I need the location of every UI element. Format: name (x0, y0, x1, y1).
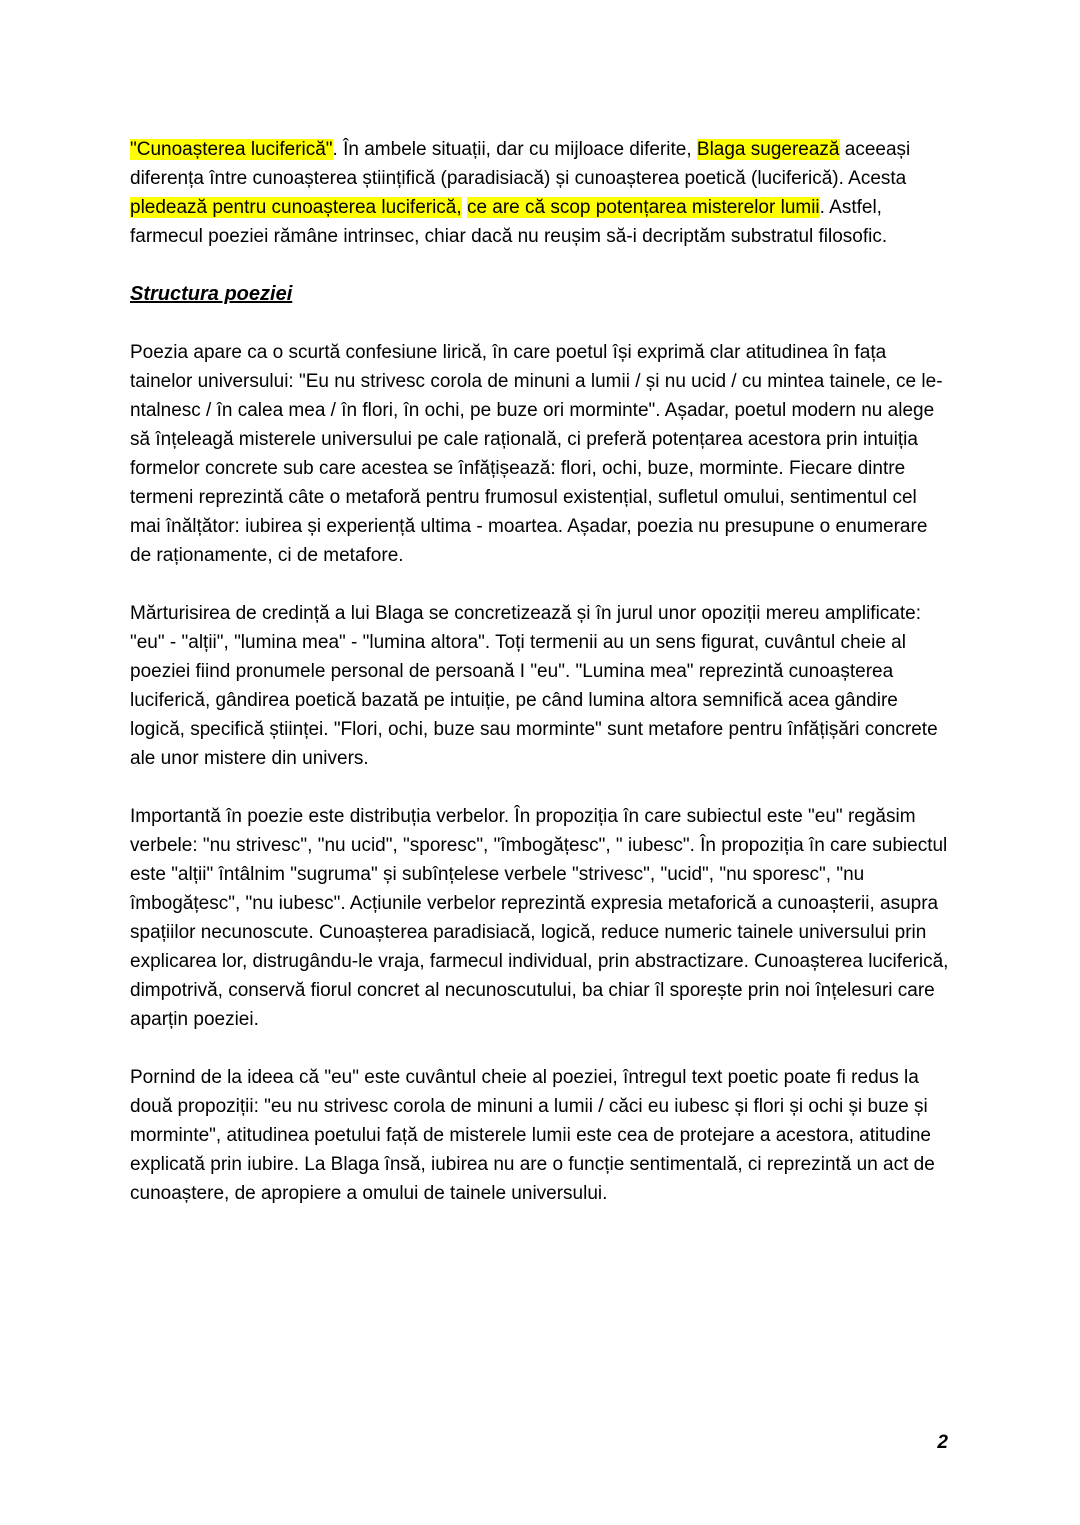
intro-paragraph (130, 135, 950, 251)
highlighted-text: pledează pentru cunoașterea luciferică, (130, 197, 462, 218)
section-heading: Structura poeziei (130, 283, 293, 305)
paragraph: Poezia apare ca o scurtă confesiune lirică, în care poetul își exprimă clar atitudinea în fața tainelor universului: "Eu nu strivesc corola de minuni a lumii / și nu ucid / cu mintea tainele, ce le-ntalnesc / în calea mea / în flori, în ochi, pe buze ori morminte". Așadar, poetul modern nu alege să înțeleagă misterele universului pe cale rațională, ci preferă potențarea acestora prin intuiția formelor concrete sub care acestea se înfățișează: flori, ochi, buze, morminte. Fiecare dintre termeni reprezintă câte o metaforă pentru frumosul existențial, sufletul omului, sentimentul cel mai înălțător: iubirea și experiență ultima - moartea. Așadar, poezia nu presupune o enumerare de raționamente, ci de metafore. (130, 342, 943, 566)
highlighted-text: "Cunoașterea luciferică" (130, 139, 333, 160)
paragraph: Pornind de la ideea că "eu" este cuvântul cheie al poeziei, întregul text poetic poate fi redus la două propoziții: "eu nu strivesc corola de minuni a lumii / căci eu iubesc și flori și ochi și buze și morminte", atitudinea poetului față de misterele lumii este cea de protejare a acestora, atitudine explicată prin iubire. La Blaga însă, iubirea nu are o funcție sentimentală, ci reprezintă un act de cunoaștere, de apropiere a omului de tainele universului. (130, 1067, 935, 1204)
paragraph: Mărturisirea de credință a lui Blaga se concretizează și în jurul unor opoziții mereu amplificate: "eu" - "alții", "lumina mea" - "lumina altora". Toți termenii au un sens figurat, cuvântul cheie al poeziei fiind pronumele personal de persoană I "eu". "Lumina mea" reprezintă cunoașterea luciferică, gândirea poetică bazată pe intuiție, pe când lumina altora semnifică acea gândire logică, specifică științei. "Flori, ochi, buze sau morminte" sunt metafore pentru înfățișări concrete ale unor mistere din univers. (130, 603, 938, 769)
highlighted-text: Blaga sugerează (696, 139, 840, 160)
text-segment: aceeași diferența între cunoașterea științifică (paradisiacă) și cunoașterea poetică (luciferică). Acesta (130, 139, 911, 189)
highlighted-text: ce are că scop potențarea misterelor lumii (466, 197, 820, 218)
page-number: 2 (937, 1432, 948, 1453)
text-segment: . În ambele situații, dar cu mijloace diferite, (332, 139, 697, 160)
text-segment: . Astfel, farmecul poeziei rămâne intrinsec, chiar dacă nu reușim să-i decriptăm substratul filosofic. (130, 197, 888, 247)
paragraph: Importantă în poezie este distribuția verbelor. În propoziția în care subiectul este "eu" regăsim verbele: "nu strivesc", "nu ucid", "sporesc", "îmbogățesc", " iubesc". În propoziția în care subiectul este "alții" întâlnim "sugruma" și subînțelese verbele "strivesc", "ucid", "nu sporesc", "nu îmbogățesc", "nu iubesc". Acțiunile verbelor reprezintă expresia metaforică a cunoașterii, asupra spațiilor necunoscute. Cunoașterea paradisiacă, logică, reduce numeric tainele universului prin explicarea lor, distrugându-le vraja, farmecul individual, prin abstractizare. Cunoașterea luciferică, dimpotrivă, conservă fiorul concret al necunoscutului, ba chiar îl sporește prin noi înțelesuri care aparțin poeziei. (130, 806, 949, 1030)
